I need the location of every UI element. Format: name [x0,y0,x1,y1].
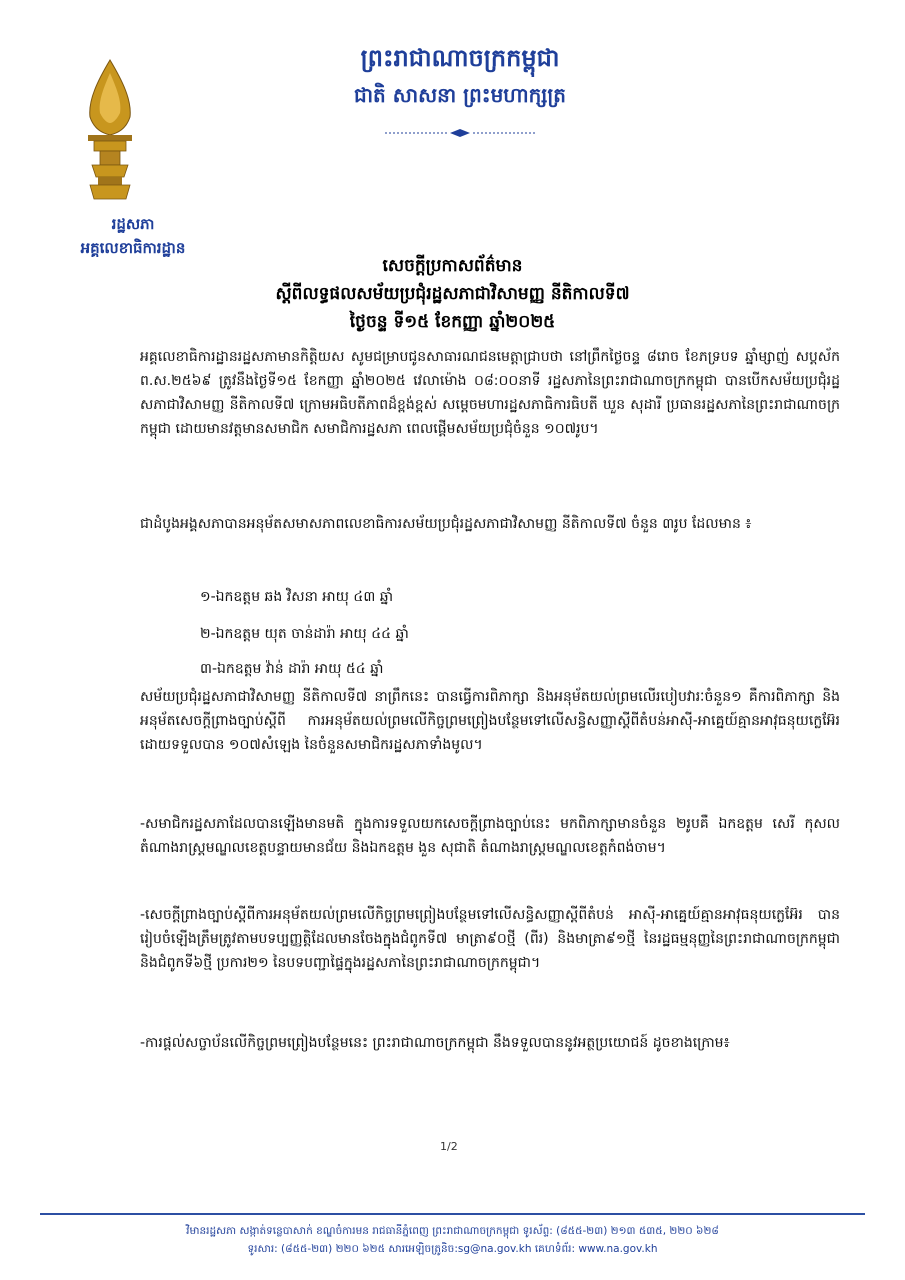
announcement-title [60,252,845,336]
kingdom-line2: ជាតិ សាសនា ព្រះមហាក្សត្រ [354,83,566,107]
ministry-line1: រដ្ឋសភា [111,215,155,233]
title-line1: សេចក្តីប្រកាសព័ត៌មាន [382,256,523,276]
secretary-item-1: ១-ឯកឧត្តម ឆង វិសនា អាយុ ៤៣ ឆ្នាំ [200,589,394,605]
title-line2: ស្តីពីលទ្ធផលសម័យប្រជុំរដ្ឋសភាជាវិសាមញ្ញ នីតិកាលទី៧ [275,284,630,304]
footer-fax-email-web: ទូរសារ: (៨៥៥-២៣) ២២០ ៦២៥ សារអេឡិចត្រូនិច:sg@na.gov.kh គេហទំព័រ: www.na.gov.kh [247,1243,658,1255]
page-number: 1/2 [440,1140,458,1153]
paragraph-6: -ការផ្តល់សច្ចាប័នលើកិច្ចព្រមព្រៀងបន្ថែមនេះ ព្រះរាជាណាចក្រកម្ពុជា នឹងទទួលបាននូវអត្ថប្រយោជន៍ ដូចខាងក្រោម៖ [140,1035,730,1051]
footer-address: វិមានរដ្ឋសភា សង្កាត់ទន្លេបាសាក់ ខណ្ឌចំការមន រាជធានីភ្នំពេញ ព្រះរាជាណាចក្រកម្ពុជា ទូរស័ព្ទ: (៨៥៥-២៣) ២១៣ ៥៣៥, ២២០ ៦២៨ [186,1225,719,1237]
paragraph-4: -សមាជិករដ្ឋសភាដែលបានឡើងមានមតិ ក្នុងការទទួលយកសេចក្តីព្រាងច្បាប់នេះ មកពិភាក្សាមានចំនួន ២រូបគឺ ឯកឧត្តម សេរី កុសល តំណាងរាស្ត្រមណ្ឌលខេត្តបន្ទាយមានជ័យ និងឯកឧត្តម ងួន សុជាតិ តំណាងរាស្ត្រមណ្ឌលខេត្តកំពង់ចាម។ [140,816,840,856]
title-line3: ថ្ងៃចន្ទ ទី១៥ ខែកញ្ញា ឆ្នាំ២០២៥ [349,312,556,332]
paragraph-2: ជាដំបូងអង្គសភាបានអនុម័តសមាសភាពលេខាធិការសម័យប្រជុំរដ្ឋសភាជាវិសាមញ្ញ នីតិកាលទី៧ ចំនួន ៣រូប ដែលមាន ៖ [140,516,752,532]
paragraph-3: សម័យប្រជុំរដ្ឋសភាជាវិសាមញ្ញ នីតិកាលទី៧ នាព្រឹកនេះ បានធ្វើការពិភាក្សា និងអនុម័តយល់ព្រមលើរបៀបវារៈចំនួន១ គឺការពិភាក្សា និងអនុម័តសេចក្តីព្រាងច្បាប់ស្តីពី ការអនុម័តយល់ព្រមលើកិច្ចព្រមព្រៀងបន្ថែមទៅលើសន្ធិសញ្ញាស្តីពីតំបន់អាស៊ី-អាគ្នេយ៍គ្មានអាវុធនុយក្លេអ៊ែរ ដោយទទួលបាន ១០៧សំឡេង នៃចំនួនសមាជិករដ្ឋសភាទាំងមូល។ [140,689,840,753]
footer-contact [60,1222,845,1258]
paragraph-5: -សេចក្តីព្រាងច្បាប់ស្តីពីការអនុម័តយល់ព្រមលើកិច្ចព្រមព្រៀងបន្ថែមទៅលើសន្ធិសញ្ញាស្តីពីតំបន់ អាស៊ី-អាគ្នេយ៍គ្មានអាវុធនុយក្លេអ៊ែរ បានរៀបចំឡើងត្រឹមត្រូវតាមបទប្បញ្ញត្តិដែលមានចែងក្នុងជំពូកទី៧ មាត្រា៩០ថ្មី (ពីរ) និងមាត្រា៩១ថ្មី នៃរដ្ឋធម្មនុញ្ញនៃព្រះរាជាណាចក្រកម្ពុជា និងជំពូកទី៦ថ្មី ប្រការ២១ នៃបទបញ្ជាផ្ទៃក្នុងរដ្ឋសភានៃព្រះរាជាណាចក្រកម្ពុជា។ [140,907,840,971]
paragraph-1: អគ្គលេខាធិការដ្ឋានរដ្ឋសភាមានកិត្តិយស សូមជម្រាបជូនសាធារណជនមេត្តាជ្រាបថា នៅព្រឹកថ្ងៃចន្ទ ៨រោច ខែភទ្របទ ឆ្នាំម្សាញ់ សប្តស័ក ព.ស.២៥៦៩ ត្រូវនឹងថ្ងៃទី១៥ ខែកញ្ញា ឆ្នាំ២០២៥ វេលាម៉ោង ០៨:០០នាទី រដ្ឋសភានៃព្រះរាជាណាចក្រកម្ពុជា បានបើកសម័យប្រជុំរដ្ឋសភាជាវិសាមញ្ញ នីតិកាលទី៧ ក្រោមអធិបតីភាពដ៏ខ្ពង់ខ្ពស់ សម្តេចមហារដ្ឋសភាធិការធិបតី ឃួន សុដារី ប្រធានរដ្ឋសភានៃព្រះរាជាណាចក្រកម្ពុជា ដោយមានវត្តមានសមាជិក សមាជិការដ្ឋសភា ពេលផ្តើមសម័យប្រជុំចំនួន ១០៧រូប។ [140,349,840,437]
footer-divider [40,1213,865,1215]
secretary-item-2: ២-ឯកឧត្តម យុត ចាន់ដារ៉ា អាយុ ៤៤ ឆ្នាំ [200,626,409,642]
royal-emblem-icon [80,55,140,205]
decorative-divider-icon [385,129,535,137]
secretary-item-3: ៣-ឯកឧត្តម វ៉ាន់ ដារ៉ា អាយុ ៥៤ ឆ្នាំ [200,661,384,677]
kingdom-header [300,38,620,112]
ministry-line2: អគ្គលេខាធិការដ្ឋាន [80,239,186,257]
kingdom-line1: ព្រះរាជាណាចក្រកម្ពុជា [360,44,560,72]
